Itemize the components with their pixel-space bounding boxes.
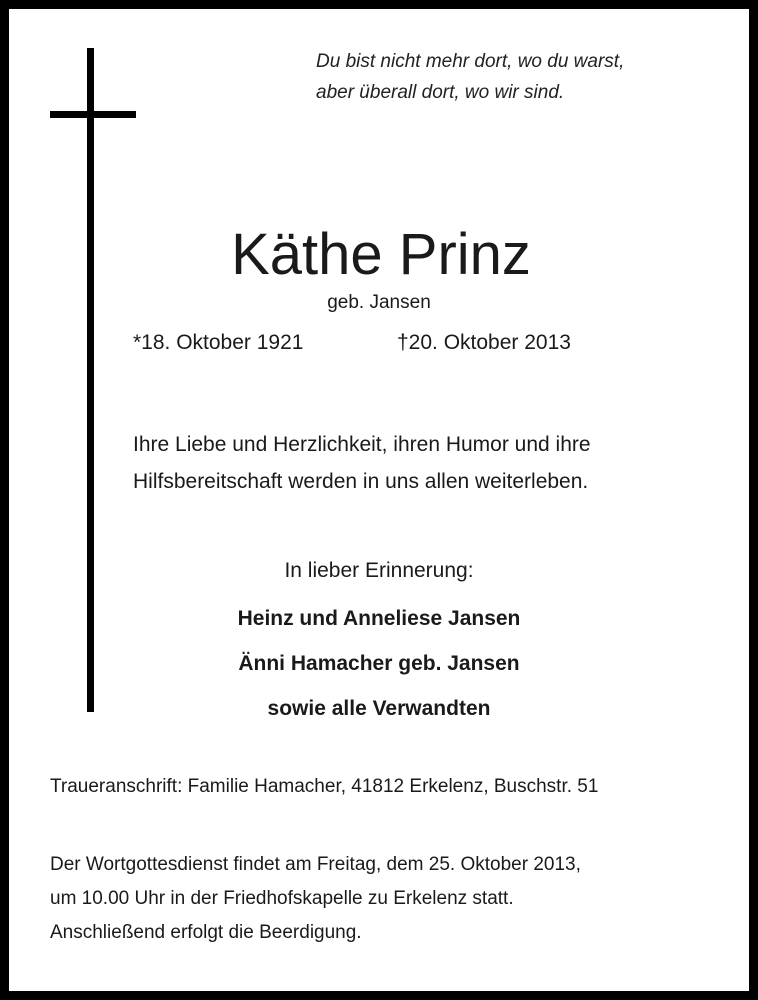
service-line: um 10.00 Uhr in der Friedhofskapelle zu Erkelenz statt. bbox=[50, 888, 514, 909]
mourning-address: Traueranschrift: Familie Hamacher, 41812 Erkelenz, Buschstr. 51 bbox=[50, 776, 599, 797]
service-line: Anschließend erfolgt die Beerdigung. bbox=[50, 922, 362, 943]
tribute-line: Ihre Liebe und Herzlichkeit, ihren Humor und ihre bbox=[133, 433, 591, 456]
motto-quote bbox=[316, 46, 624, 108]
mourner-name: sowie alle Verwandten bbox=[267, 697, 491, 720]
mourner-name: Heinz und Anneliese Jansen bbox=[237, 607, 521, 630]
memory-intro: In lieber Erinnerung: bbox=[284, 559, 474, 582]
birth-name: geb. Jansen bbox=[327, 292, 431, 313]
tribute-line: Hilfsbereitschaft werden in uns allen weiterleben. bbox=[133, 470, 589, 493]
life-dates bbox=[133, 328, 571, 358]
death-date: †20. Oktober 2013 bbox=[397, 331, 571, 354]
tribute-text bbox=[133, 426, 591, 500]
mourner-name: Änni Hamacher geb. Jansen bbox=[238, 652, 520, 675]
motto-line: aber überall dort, wo wir sind. bbox=[316, 82, 565, 103]
cross-icon-bar bbox=[50, 111, 136, 118]
service-line: Der Wortgottesdienst findet am Freitag, dem 25. Oktober 2013, bbox=[50, 854, 581, 875]
obituary-notice bbox=[9, 9, 749, 991]
birth-date: *18. Oktober 1921 bbox=[133, 331, 304, 354]
mourners-list bbox=[0, 596, 758, 731]
service-info bbox=[50, 848, 581, 950]
deceased-name: Käthe Prinz bbox=[231, 222, 531, 287]
motto-line: Du bist nicht mehr dort, wo du warst, bbox=[316, 51, 625, 72]
